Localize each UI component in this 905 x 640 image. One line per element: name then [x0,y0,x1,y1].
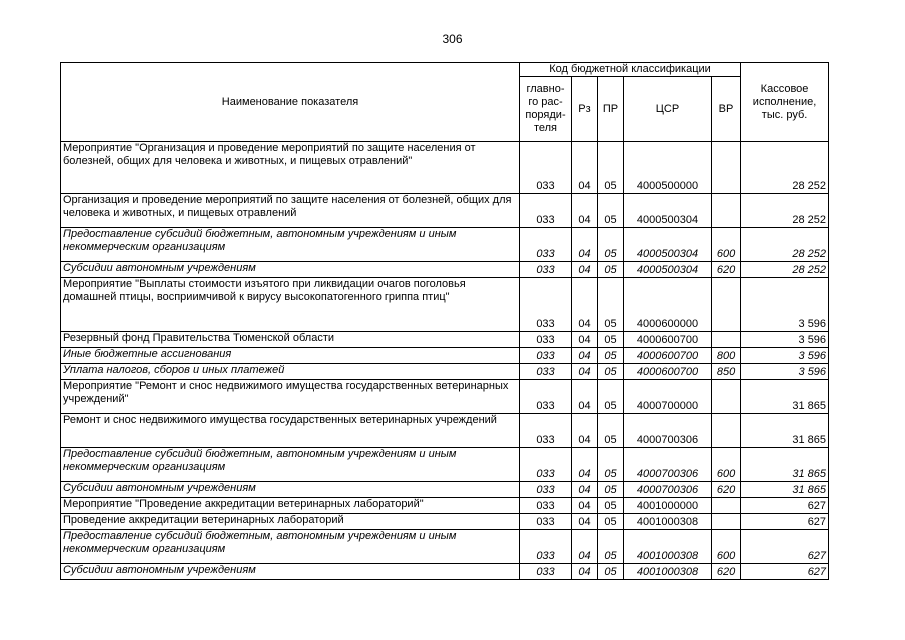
table-row [61,348,829,364]
row-amount: 627 [741,530,829,564]
row-name: Организация и проведение мероприятий по защите населения от болезней, общих для человека и животных, и пищевых отравлений [61,194,520,228]
row-amount: 3 596 [741,278,829,332]
table-row [61,364,829,380]
row-csr: 4000700000 [624,380,712,414]
row-name: Предоставление субсидий бюджетным, автономным учреждениям и иным некоммерческим организациям [61,228,520,262]
row-admin-code: 033 [520,348,572,364]
row-name: Иные бюджетные ассигнования [61,348,520,364]
row-amount: 28 252 [741,194,829,228]
row-amount: 3 596 [741,348,829,364]
row-amount: 627 [741,564,829,580]
header-csr: ЦСР [624,77,712,142]
row-csr: 4000700306 [624,482,712,498]
table-row [61,332,829,348]
row-pr: 05 [598,414,624,448]
row-vr: 620 [712,482,741,498]
row-admin-code: 033 [520,332,572,348]
header-amount: Кассовое исполнение, тыс. руб. [741,63,829,142]
table-row [61,530,829,564]
row-vr [712,142,741,194]
row-rz: 04 [572,142,598,194]
row-vr [712,278,741,332]
table-row [61,448,829,482]
row-pr: 05 [598,194,624,228]
row-name: Ремонт и снос недвижимого имущества государственных ветеринарных учреждений [61,414,520,448]
header-admin: главно- го рас- поряди- теля [520,77,572,142]
row-admin-code: 033 [520,564,572,580]
row-admin-code: 033 [520,228,572,262]
row-pr: 05 [598,498,624,514]
row-csr: 4000600700 [624,332,712,348]
row-name: Резервный фонд Правительства Тюменской области [61,332,520,348]
row-rz: 04 [572,278,598,332]
row-pr: 05 [598,262,624,278]
row-rz: 04 [572,514,598,530]
row-vr: 600 [712,530,741,564]
row-pr: 05 [598,332,624,348]
row-rz: 04 [572,262,598,278]
row-amount: 31 865 [741,414,829,448]
row-amount: 31 865 [741,448,829,482]
row-admin-code: 033 [520,278,572,332]
table-row [61,380,829,414]
row-name: Субсидии автономным учреждениям [61,564,520,580]
row-name: Мероприятие "Выплаты стоимости изъятого при ликвидации очагов поголовья домашней птицы, восприимчивой к вирусу высокопатогенного гриппа птиц" [61,278,520,332]
row-pr: 05 [598,348,624,364]
row-rz: 04 [572,564,598,580]
row-csr: 4001000308 [624,564,712,580]
row-pr: 05 [598,530,624,564]
row-rz: 04 [572,348,598,364]
table-row [61,142,829,194]
page-number: 306 [442,32,463,46]
row-admin-code: 033 [520,142,572,194]
header-pr: ПР [598,77,624,142]
row-csr: 4000500304 [624,228,712,262]
row-pr: 05 [598,278,624,332]
row-csr: 4000600000 [624,278,712,332]
row-pr: 05 [598,228,624,262]
row-vr [712,332,741,348]
row-pr: 05 [598,448,624,482]
row-amount: 28 252 [741,142,829,194]
row-admin-code: 033 [520,380,572,414]
table-row [61,482,829,498]
row-vr [712,414,741,448]
row-csr: 4000600700 [624,348,712,364]
table-row [61,228,829,262]
row-csr: 4000600700 [624,364,712,380]
row-vr [712,514,741,530]
table-row [61,498,829,514]
row-name: Уплата налогов, сборов и иных платежей [61,364,520,380]
row-vr: 600 [712,228,741,262]
row-name: Субсидии автономным учреждениям [61,482,520,498]
row-vr: 620 [712,564,741,580]
table-row [61,262,829,278]
row-rz: 04 [572,482,598,498]
row-rz: 04 [572,498,598,514]
row-csr: 4000500000 [624,142,712,194]
row-admin-code: 033 [520,364,572,380]
row-pr: 05 [598,514,624,530]
row-pr: 05 [598,482,624,498]
row-admin-code: 033 [520,262,572,278]
table-row [61,194,829,228]
row-rz: 04 [572,228,598,262]
row-amount: 627 [741,498,829,514]
row-rz: 04 [572,364,598,380]
row-vr: 600 [712,448,741,482]
row-amount: 627 [741,514,829,530]
header-code-group: Код бюджетной классификации [520,63,741,77]
row-pr: 05 [598,380,624,414]
table-row [61,514,829,530]
row-rz: 04 [572,414,598,448]
row-vr: 620 [712,262,741,278]
row-amount: 3 596 [741,332,829,348]
row-csr: 4000700306 [624,448,712,482]
row-amount: 28 252 [741,228,829,262]
header-name: Наименование показателя [61,63,520,142]
row-rz: 04 [572,194,598,228]
row-csr: 4000700306 [624,414,712,448]
row-vr: 800 [712,348,741,364]
row-admin-code: 033 [520,194,572,228]
row-pr: 05 [598,364,624,380]
table-row [61,414,829,448]
table-row [61,564,829,580]
row-amount: 3 596 [741,364,829,380]
row-name: Предоставление субсидий бюджетным, автономным учреждениям и иным некоммерческим организациям [61,448,520,482]
row-admin-code: 033 [520,498,572,514]
row-vr [712,380,741,414]
row-csr: 4000500304 [624,194,712,228]
row-name: Мероприятие "Ремонт и снос недвижимого имущества государственных ветеринарных учреждений" [61,380,520,414]
row-rz: 04 [572,380,598,414]
row-name: Мероприятие "Организация и проведение мероприятий по защите населения от болезней, общих для человека и животных, и пищевых отравлений" [61,142,520,194]
row-admin-code: 033 [520,482,572,498]
row-name: Проведение аккредитации ветеринарных лабораторий [61,514,520,530]
row-name: Субсидии автономным учреждениям [61,262,520,278]
row-amount: 31 865 [741,380,829,414]
row-name: Мероприятие "Проведение аккредитации ветеринарных лабораторий" [61,498,520,514]
row-vr [712,498,741,514]
row-admin-code: 033 [520,530,572,564]
row-csr: 4001000308 [624,530,712,564]
row-admin-code: 033 [520,448,572,482]
header-vr: ВР [712,77,741,142]
row-pr: 05 [598,564,624,580]
table-row [61,278,829,332]
row-csr: 4001000308 [624,514,712,530]
row-amount: 28 252 [741,262,829,278]
row-rz: 04 [572,530,598,564]
row-rz: 04 [572,332,598,348]
row-amount: 31 865 [741,482,829,498]
budget-table [60,62,829,580]
row-rz: 04 [572,448,598,482]
row-vr: 850 [712,364,741,380]
row-csr: 4000500304 [624,262,712,278]
row-vr [712,194,741,228]
header-rz: Рз [572,77,598,142]
row-admin-code: 033 [520,414,572,448]
row-csr: 4001000000 [624,498,712,514]
row-name: Предоставление субсидий бюджетным, автономным учреждениям и иным некоммерческим организациям [61,530,520,564]
row-pr: 05 [598,142,624,194]
row-admin-code: 033 [520,514,572,530]
